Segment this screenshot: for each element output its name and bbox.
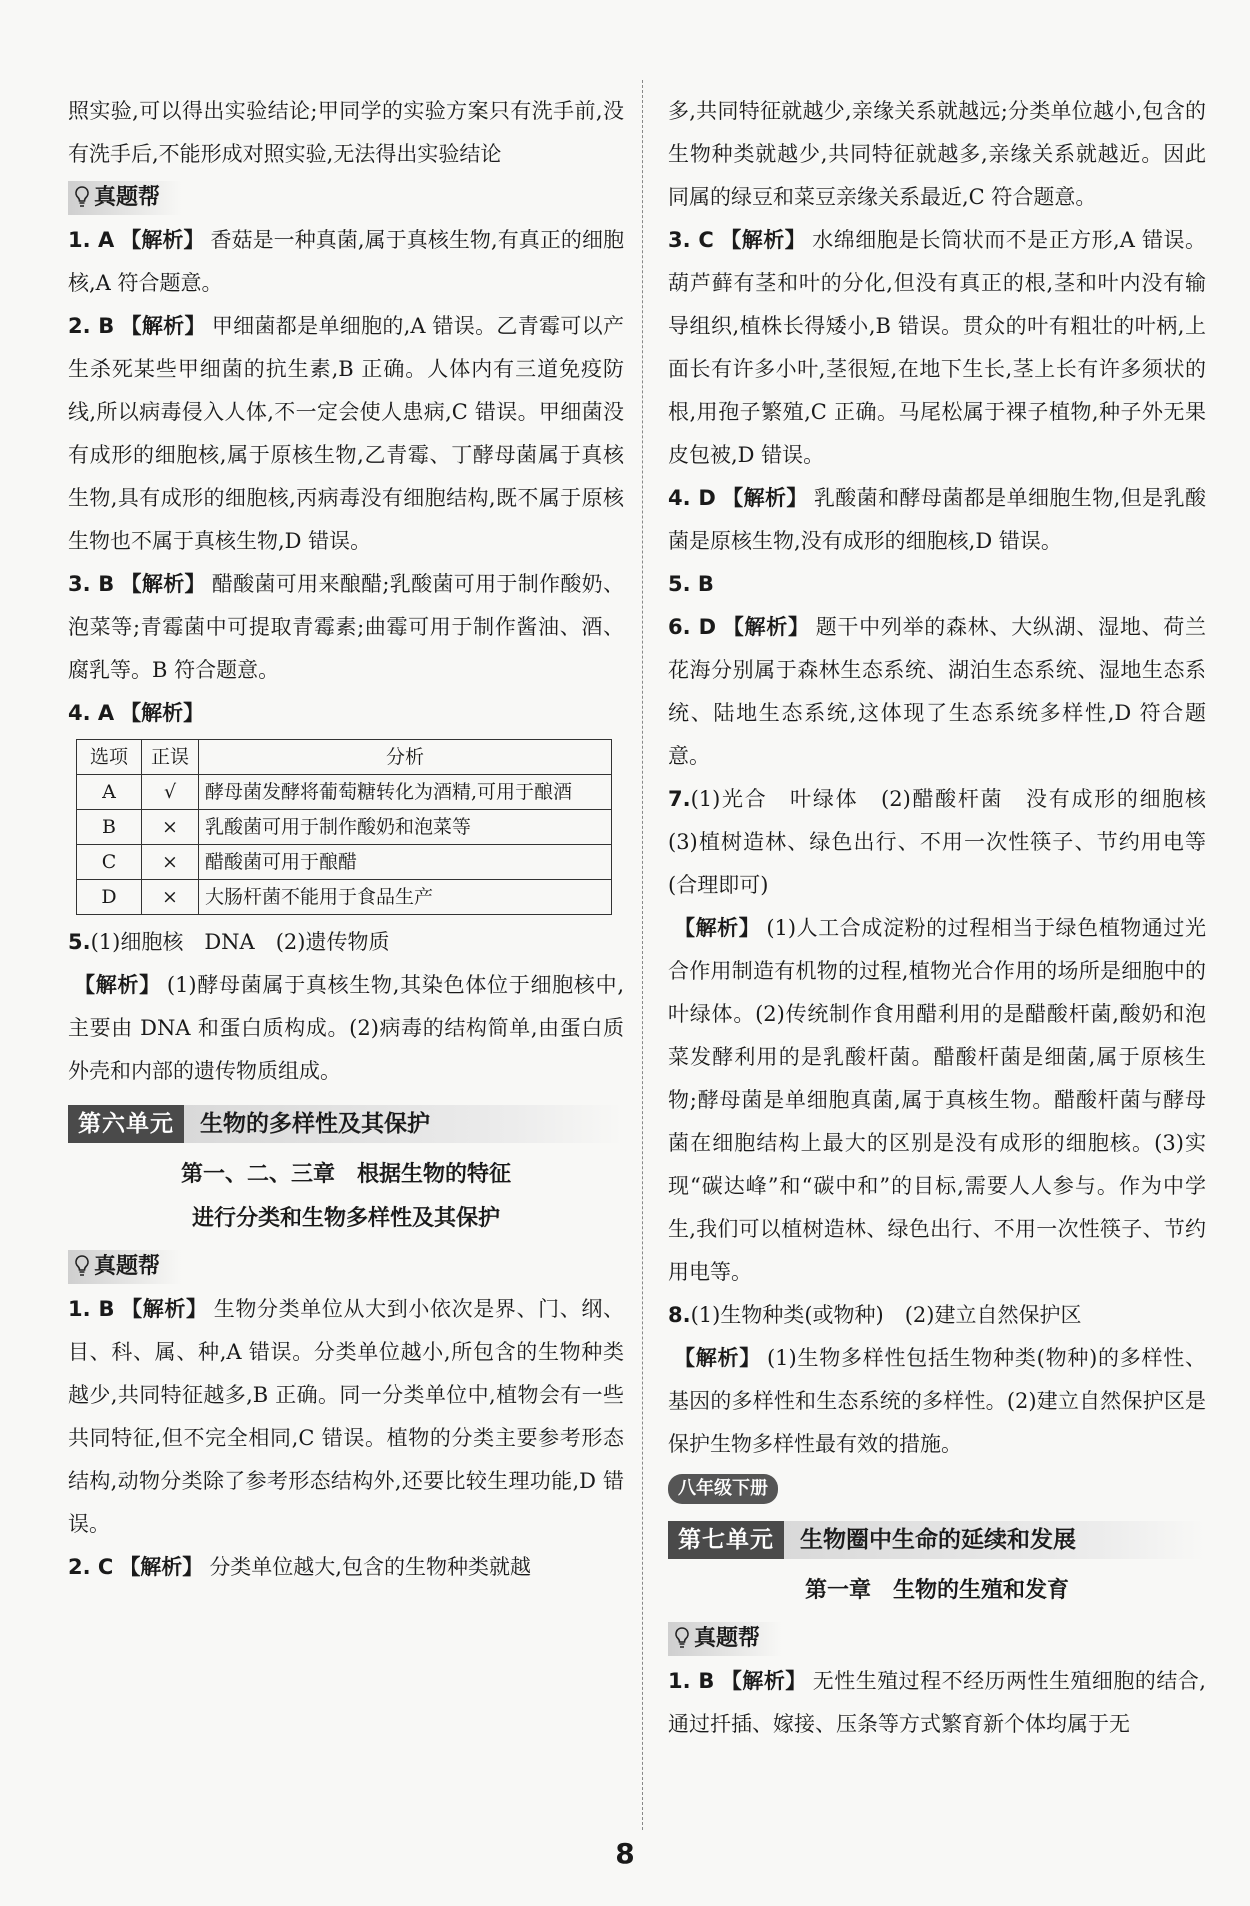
question-5-analysis: 【解析】 (1)酵母菌属于真核生物,其染色体位于细胞核中,主要由 DNA 和蛋白质构成。(2)病毒的结构简单,由蛋白质外壳和内部的遗传物质组成。 [68, 973, 624, 1083]
unit6-question-4: 4. D 【解析】 乳酸菌和酵母菌都是单细胞生物,但是乳酸菌是原核生物,没有成形的细胞核,D 错误。 [668, 486, 1206, 553]
table-cell: A [77, 775, 142, 810]
chapter-title: 第一、二、三章 根据生物的特征 进行分类和生物多样性及其保护 [180, 1162, 511, 1231]
zhentibang-header: 真题帮 [68, 1250, 182, 1284]
unit7-question-1: 1. B 【解析】 无性生殖过程不经历两性生殖细胞的结合,通过扦插、嫁接、压条等方式繁育新个体均属于无 [668, 1669, 1206, 1736]
lightbulb-icon [74, 186, 90, 208]
table-cell: 醋酸菌可用于酿醋 [199, 845, 612, 880]
chapter-title: 第一章 生物的生殖和发育 [804, 1578, 1069, 1603]
question-3: 3. B 【解析】 醋酸菌可用来酿醋;乳酸菌可用于制作酸奶、泡菜等;青霉菌中可提取青霉素;曲霉可用于制作酱油、酒、腐乳等。B 符合题意。 [68, 572, 624, 682]
right-column [668, 90, 1227, 1746]
unit6-question-2: 2. C 【解析】 分类单位越大,包含的生物种类就越 [68, 1555, 531, 1579]
analysis-table [76, 739, 612, 915]
grade-badge: 八年级下册 [668, 1474, 778, 1504]
table-row [77, 880, 612, 915]
question-2: 2. B 【解析】 甲细菌都是单细胞的,A 错误。乙青霉可以产生杀死某些甲细菌的抗生素,B 正确。人体内有三道免疫防线,所以病毒侵入人体,不一定会使人患病,C 错误。甲细菌没有成形的细胞核,属于原核生物,乙青霉、丁酵母菌属于真核生物,具有成形的细胞核,丙病毒没有细胞结构,既不属于原核生物也不属于真核生物,D 错误。 [68, 314, 624, 553]
left-column [68, 90, 624, 1589]
zhentibang-header: 真题帮 [68, 181, 182, 215]
unit-7-banner [668, 1521, 1206, 1559]
unit6-question-6: 6. D 【解析】 题干中列举的森林、大纵湖、湿地、荷兰花海分别属于森林生态系统、湖泊生态系统、湿地生态系统、陆地生态系统,这体现了生态系统多样性,D 符合题意。 [668, 615, 1206, 768]
unit6-question-8-analysis: 【解析】 (1)生物多样性包括生物种类(物种)的多样性、基因的多样性和生态系统的多样性。(2)建立自然保护区是保护生物多样性最有效的措施。 [668, 1346, 1206, 1456]
table-header: 分析 [199, 740, 612, 775]
unit6-question-1: 1. B 【解析】 生物分类单位从大到小依次是界、门、纲、目、科、属、种,A 错误。分类单位越小,所包含的生物种类越少,共同特征越多,B 正确。同一分类单位中,植物会有一些共同特征,但不完全相同,C 错误。植物的分类主要参考形态结构,动物分类除了参考形态结构外,还要比较生理功能,D 错误。 [68, 1297, 625, 1536]
question-4: 4. A 【解析】 [68, 701, 205, 725]
table-row [77, 810, 612, 845]
table-cell: √ [142, 775, 199, 810]
page-number: 8 [615, 1837, 635, 1870]
table-cell: 乳酸菌可用于制作酸奶和泡菜等 [199, 810, 612, 845]
continued-paragraph: 照实验,可以得出实验结论;甲同学的实验方案只有洗手前,没有洗手后,不能形成对照实验,无法得出实验结论 [68, 99, 624, 166]
unit6-question-3: 3. C 【解析】 水绵细胞是长筒状而不是正方形,A 错误。葫芦藓有茎和叶的分化,但没有真正的根,茎和叶内没有输导组织,植株长得矮小,B 错误。贯众的叶有粗壮的叶柄,上面长有许多小叶,茎很短,在地下生长,茎上长有许多须状的根,用孢子繁殖,C 正确。马尾松属于裸子植物,种子外无果皮包被,D 错误。 [668, 228, 1207, 467]
table-cell: 酵母菌发酵将葡萄糖转化为酒精,可用于酿酒 [199, 775, 612, 810]
unit-tag: 第六单元 [68, 1105, 184, 1143]
unit-title: 生物的多样性及其保护 [200, 1110, 430, 1137]
table-header: 正误 [142, 740, 199, 775]
table-cell: 大肠杆菌不能用于食品生产 [199, 880, 612, 915]
continued-paragraph: 多,共同特征就越少,亲缘关系就越远;分类单位越小,包含的生物种类就越少,共同特征就越多,亲缘关系就越近。因此同属的绿豆和菜豆亲缘关系最近,C 符合题意。 [668, 99, 1206, 209]
table-cell: B [77, 810, 142, 845]
table-cell: D [77, 880, 142, 915]
table-cell: × [142, 845, 199, 880]
question-5: 5.(1)细胞核 DNA (2)遗传物质 [68, 930, 390, 954]
table-cell: × [142, 880, 199, 915]
unit-title: 生物圈中生命的延续和发展 [800, 1526, 1076, 1553]
lightbulb-icon [74, 1255, 90, 1277]
unit6-question-7: 7.(1)光合 叶绿体 (2)醋酸杆菌 没有成形的细胞核 (3)植树造林、绿色出行、不用一次性筷子、节约用电等(合理即可) [668, 787, 1227, 897]
question-1: 1. A 【解析】 香菇是一种真菌,属于真核生物,有真正的细胞核,A 符合题意。 [68, 228, 625, 295]
table-row [77, 775, 612, 810]
unit6-question-5: 5. B [668, 572, 714, 596]
unit6-question-7-analysis: 【解析】 (1)人工合成淀粉的过程相当于绿色植物通过光合作用制造有机物的过程,植物光合作用的场所是细胞中的叶绿体。(2)传统制作食用醋利用的是醋酸杆菌,酸奶和泡菜发酵利用的是乳酸杆菌。醋酸杆菌是细菌,属于原核生物;酵母菌是单细胞真菌,属于真核生物。醋酸杆菌与酵母菌在细胞结构上最大的区别是没有成形的细胞核。(3)实现“碳达峰”和“碳中和”的目标,需要人人参与。作为中学生,我们可以植树造林、绿色出行、不用一次性筷子、节约用电等。 [668, 916, 1207, 1284]
table-cell: × [142, 810, 199, 845]
unit-6-banner [68, 1105, 624, 1143]
unit-tag: 第七单元 [668, 1521, 784, 1559]
lightbulb-icon [674, 1627, 690, 1649]
unit6-question-8: 8.(1)生物种类(或物种) (2)建立自然保护区 [668, 1303, 1082, 1327]
table-header-row [77, 740, 612, 775]
table-header: 选项 [77, 740, 142, 775]
zhentibang-header: 真题帮 [668, 1622, 782, 1656]
column-divider [642, 80, 643, 1830]
table-cell: C [77, 845, 142, 880]
table-row [77, 845, 612, 880]
